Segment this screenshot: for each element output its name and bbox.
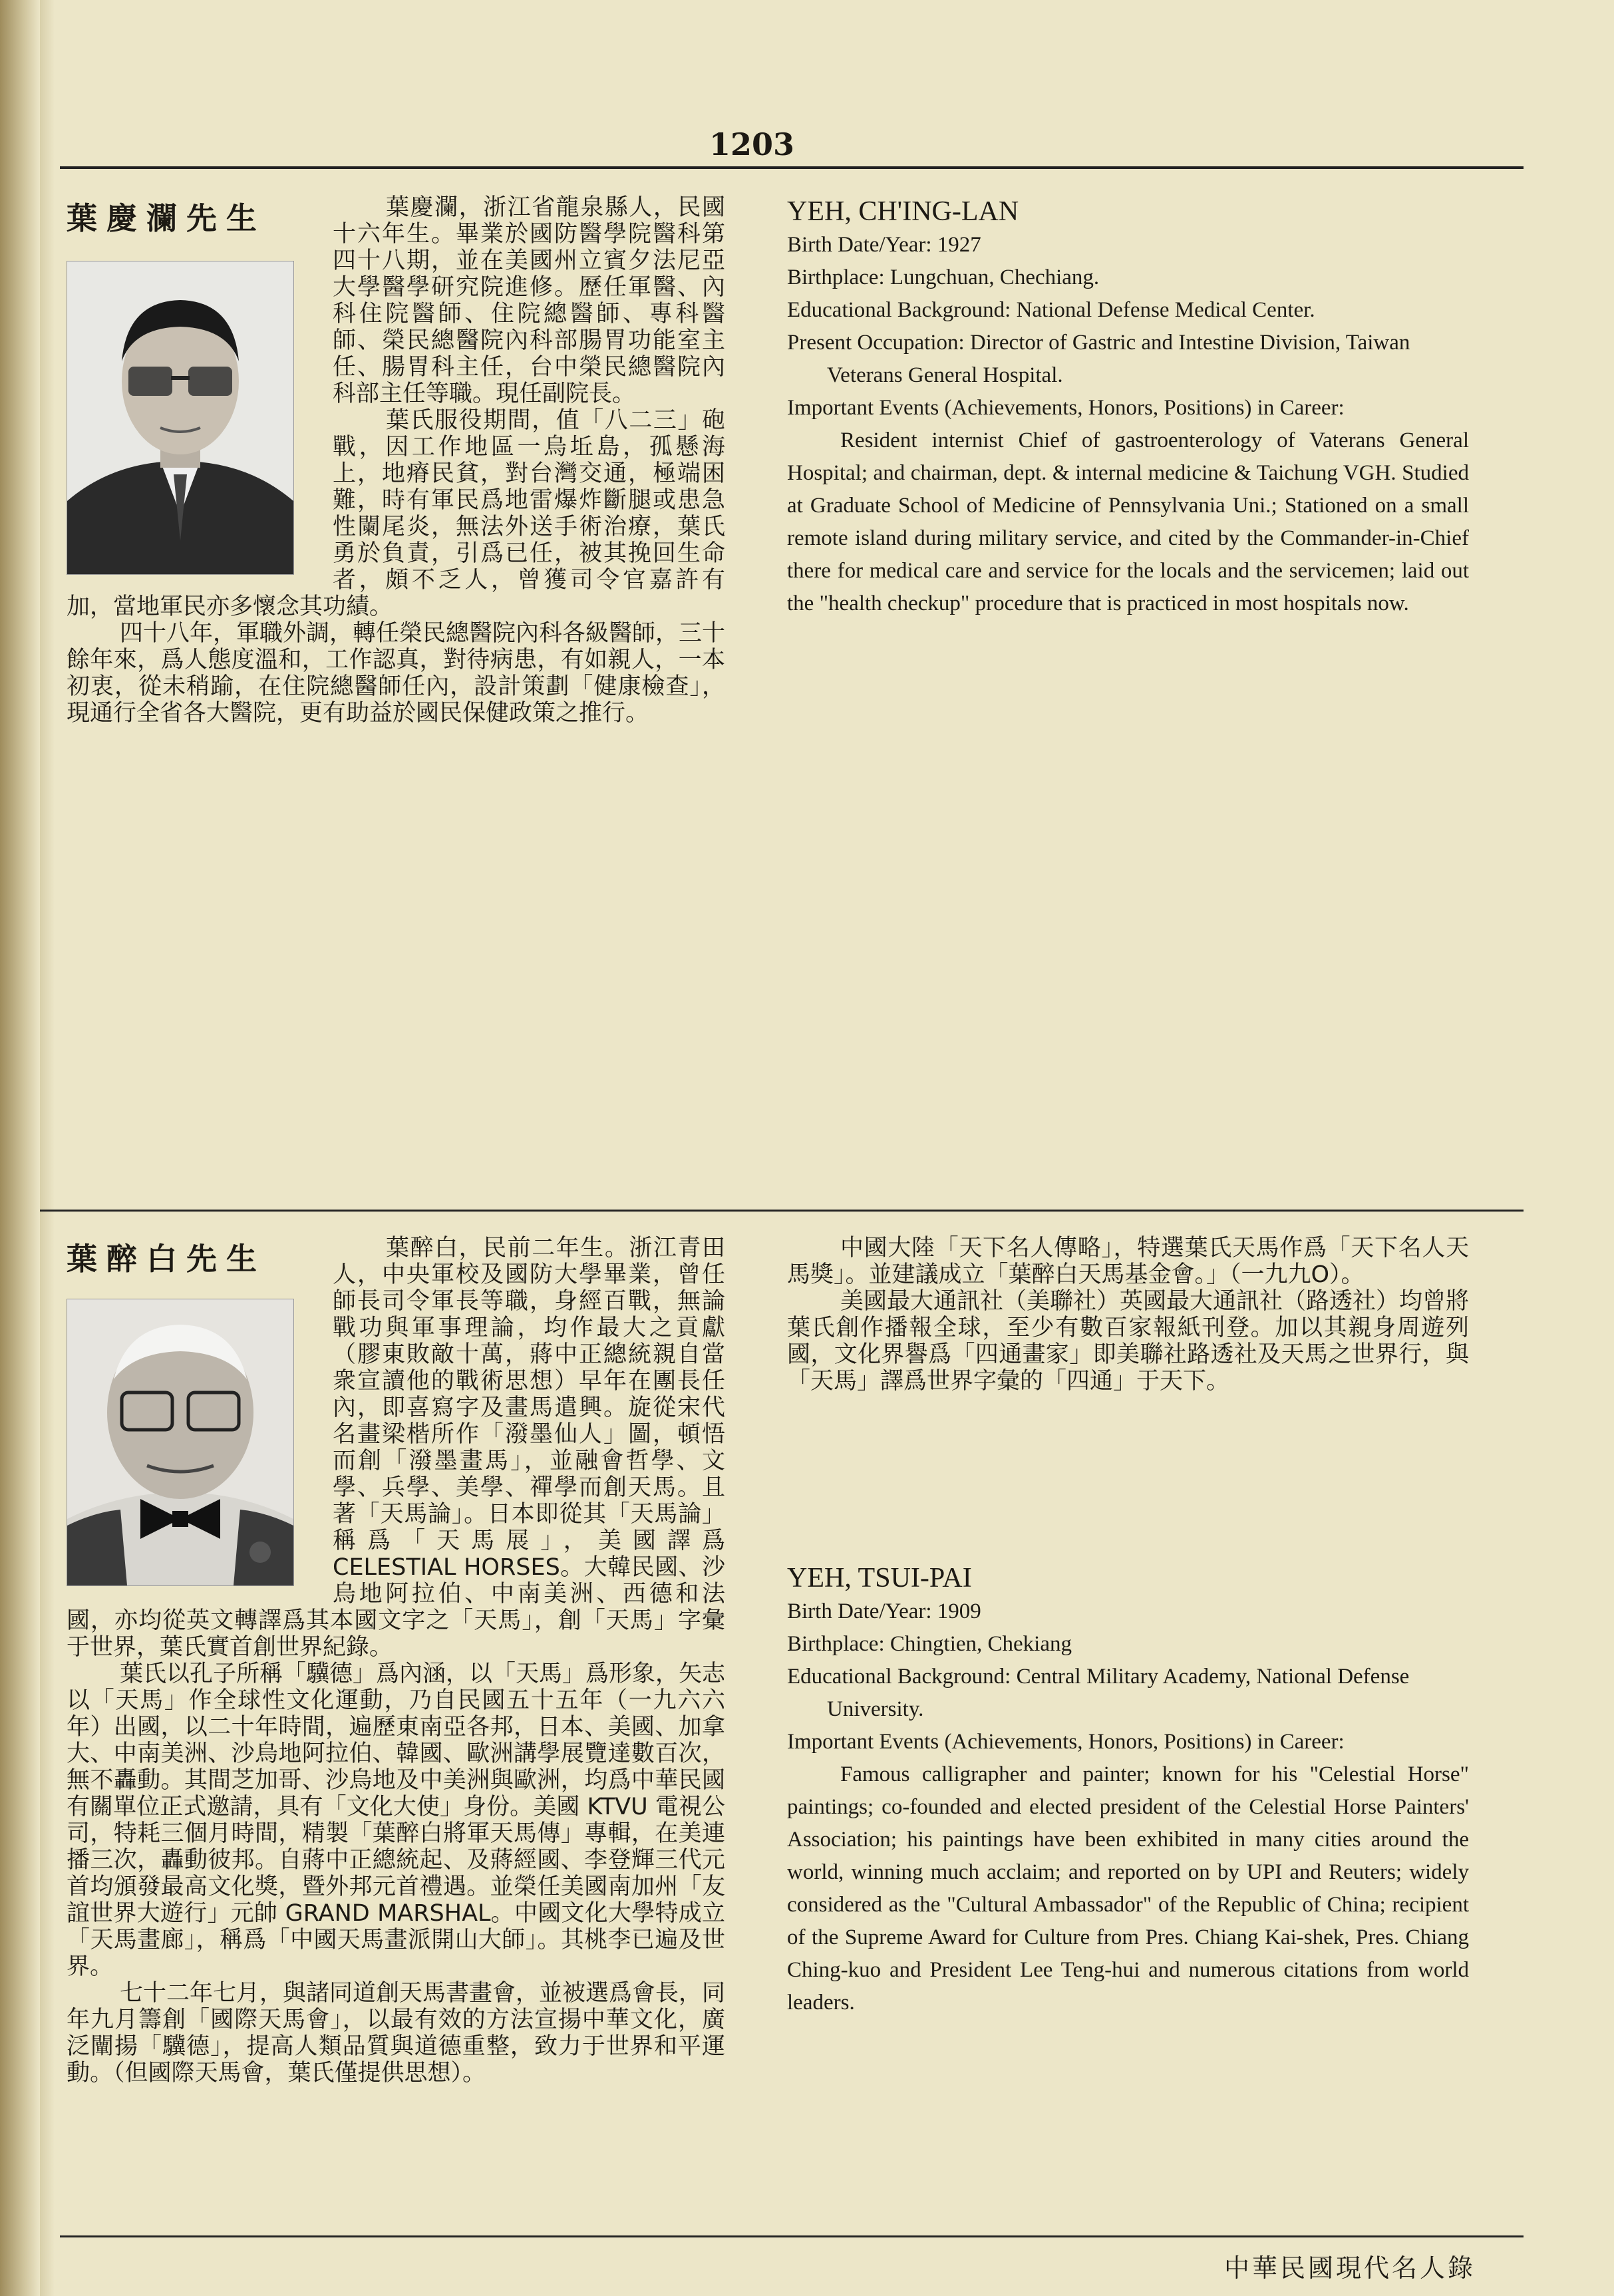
entry1-bio-zh	[67, 194, 725, 727]
entry1-bio-zh-p2: 葉氏服役期間，值「八二三」砲戰，因工作地區一烏坵島，孤懸海上，地瘠民貧，對台灣交通，極端困難，時有軍民爲地雷爆炸斷腿或患急性闌尾炎，無法外送手術治療，葉氏勇於負責，引爲已任，被其挽回生命者，頗不乏人，曾獲司令官嘉許有加，當地軍民亦多懷念其功績。	[67, 407, 725, 620]
page-gutter	[40, 0, 55, 2296]
entry2-en-place: Birthplace: Chingtien, Chekiang	[787, 1632, 1072, 1656]
top-rule	[60, 166, 1524, 169]
entry2-bio-zh-p5: 美國最大通訊社（美聯社）英國最大通訊社（路透社）均曾將葉氏創作播報全球，至少有數百家報紙刊登。加以其親身周遊列國，文化界譽爲「四通畫家」即美聯社路透社及天馬之世界行，與「天馬」譯爲世界字彙的「四通」于天下。	[787, 1288, 1470, 1394]
footer-book-title: 中華民國現代名人錄	[1224, 2253, 1476, 2283]
entry1-en-name: YEH, CH'ING-LAN	[787, 196, 1019, 227]
entry1-en-edu: Educational Background: National Defense Medical Center.	[787, 298, 1315, 322]
entry1-en-events-label: Important Events (Achievements, Honors, Positions) in Career:	[787, 396, 1345, 420]
entry2-bio-zh-continued	[787, 1235, 1469, 1394]
entry1-en-place: Birthplace: Lungchuan, Chechiang.	[787, 265, 1100, 289]
entry2-bio-zh-p4: 中國大陸「天下名人傳略」，特選葉氏天馬作爲「天下名人天馬獎」。並建議成立「葉醉白天馬基金會。」（一九九O）。	[787, 1235, 1469, 1288]
entry1-en-events: Resident internist Chief of gastroenterology of Vaterans General Hospital; and chairman, dept. & internal medicine & Taichung VGH. Studied at Graduate School of Medicine of Pennsylvania Uni.; Stationed on a small remote island during military service, and cited by the Commander-in-Chief there for medical care and service for the locals and the servicemen; laid out the "health checkup" procedure that is practiced in most hospitals now.	[787, 428, 1469, 615]
entry2-en-events: Famous calligrapher and painter; known for his "Celestial Horse" paintings; co-founded and elected president of the Celestial Horse Painters' Association; his paintings have been exhibited in many cities around the world, winning much acclaim; and reported on by UPI and Reuters; widely considered as the "Cultural Ambassador" of the Republic of China; recipient of the Supreme Award for Culture from Pres. Chiang Kai-shek, Pres. Chiang Ching-kuo and President Lee Teng-hui and numerous citations from world leaders.	[787, 1762, 1469, 2015]
page-number: 1203	[709, 126, 795, 162]
bottom-rule	[60, 2235, 1524, 2237]
entry2-en-name: YEH, TSUI-PAI	[787, 1563, 972, 1593]
entry1-bio-zh-p1: 葉慶瀾，浙江省龍泉縣人，民國十六年生。畢業於國防醫學院醫科第四十八期，並在美國州立賓夕法尼亞大學醫學研究院進修。歷任軍醫、內科住院醫師、住院總醫師、專科醫師、榮民總醫院內科部腸胃功能室主任、腸胃科主任，台中榮民總醫院內科部主任等職。現任副院長。	[333, 194, 725, 407]
entry2-bio-zh	[67, 1235, 725, 2086]
entry2-bio-zh-p1: 葉醉白，民前二年生。浙江青田人，中央軍校及國防大學畢業，曾任師長司令軍長等職，身經百戰，無論戰功與軍事理論，均作最大之貢獻（膠東敗敵十萬，蔣中正總統親自當衆宣讀他的戰術思想）早年在團長任內，即喜寫字及畫馬遣興。旋從宋代名畫梁楷所作「潑墨仙人」圖，頓悟而創「潑墨畫馬」，並融會哲學、文學、兵學、美學、禪學而創天馬。且著「天馬論」。日本即從其「天馬論」稱爲「天馬展」，美國譯爲 CELESTIAL HORSES。大韓民國、沙烏地阿拉伯、中南美洲、西德和法國，亦均從英文轉譯爲其本國文字之「天馬」，創「天馬」字彙于世界，葉氏實首創世界紀錄。	[67, 1235, 725, 1661]
entry1-name-zh: 葉慶瀾先生	[67, 200, 266, 236]
entry1-en-occupation: Present Occupation: Director of Gastric and Intestine Division, Taiwan Veterans General Hospital.	[787, 331, 1410, 387]
entry1-bio-en	[787, 194, 1469, 620]
entry2-en-events-label: Important Events (Achievements, Honors, Positions) in Career:	[787, 1730, 1345, 1754]
entry2-bio-zh-p2: 葉氏以孔子所稱「驥德」爲內涵，以「天馬」爲形象，矢志以「天馬」作全球性文化運動，乃自民國五十五年（一九六六年）出國，以二十年時間，遍歷東南亞各邦，日本、美國、加拿大、中南美洲、沙烏地阿拉伯、韓國、歐洲講學展覽達數百次，無不轟動。其間芝加哥、沙烏地及中美洲與歐洲，均爲中華民國有關單位正式邀請，具有「文化大使」身份。美國 KTVU 電視公司，特耗三個月時間，精製「葉醉白將軍天馬傳」專輯，在美連播三次，轟動彼邦。自蔣中正總統起、及蔣經國、李登輝三代元首均頒發最高文化獎，暨外邦元首禮遇。並榮任美國南加州「友誼世界大遊行」元帥 GRAND MARSHAL。中國文化大學特成立「天馬畫廊」，稱爲「中國天馬畫派開山大師」。其桃李已遍及世界。	[67, 1661, 726, 1980]
book-spine-shadow	[0, 0, 40, 2296]
entry1-en-birth: Birth Date/Year: 1927	[787, 233, 981, 257]
entry2-name-zh: 葉醉白先生	[67, 1241, 266, 1277]
entry2-bio-zh-p3: 七十二年七月，與諸同道創天馬書畫會，並被選爲會長，同年九月籌創「國際天馬會」，以最有效的方法宣揚中華文化，廣泛闡揚「驥德」，提高人類品質與道德重整，致力于世界和平運動。（但國際天馬會，葉氏僅提供思想）。	[67, 1980, 726, 2086]
entry2-en-birth: Birth Date/Year: 1909	[787, 1599, 981, 1623]
section-divider	[40, 1210, 1524, 1212]
entry2-en-edu: Educational Background: Central Military Academy, National Defense University.	[787, 1665, 1410, 1721]
entry2-bio-en	[787, 1561, 1469, 2019]
entry1-bio-zh-p3: 四十八年，軍職外調，轉任榮民總醫院內科各級醫師，三十餘年來，爲人態度溫和，工作認真，對待病患，有如親人，一本初衷，從未稍踰，在住院總醫師任內，設計策劃「健康檢查」，現通行全省各大醫院，更有助益於國民保健政策之推行。	[67, 620, 726, 727]
